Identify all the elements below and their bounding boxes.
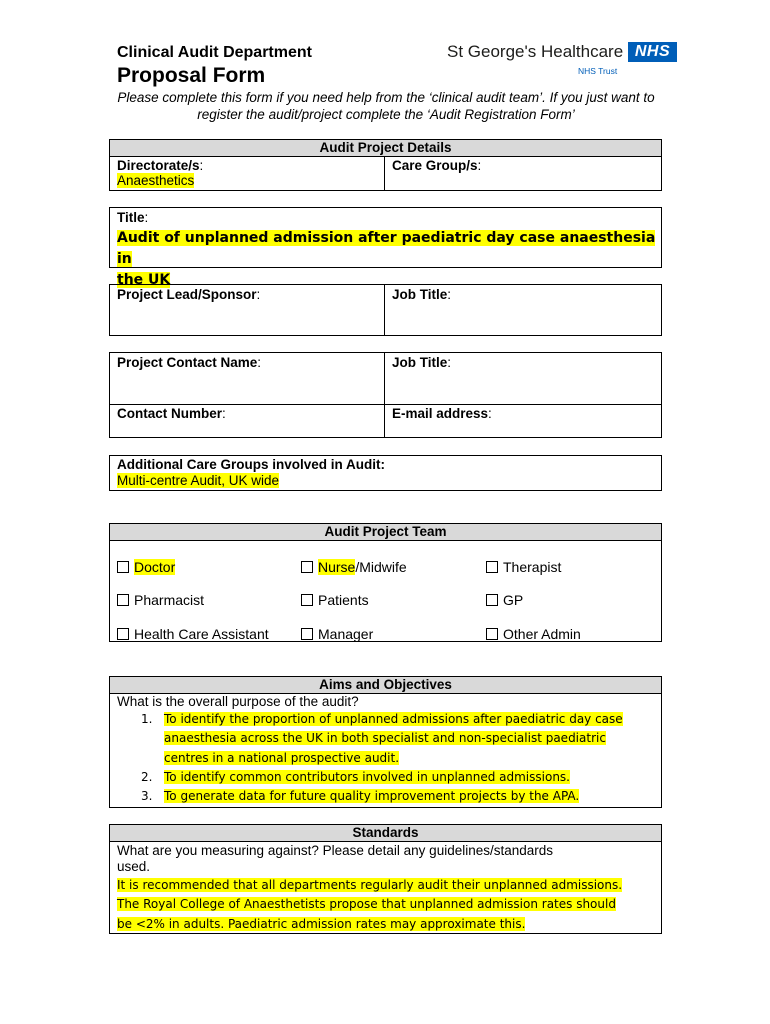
department-name: Clinical Audit Department [117, 44, 312, 61]
checkbox-gp[interactable] [486, 592, 523, 608]
additional-field[interactable] [117, 457, 385, 489]
email-field[interactable]: E-mail address: [392, 406, 492, 421]
directorate-field[interactable]: Directorate/s: Anaesthetics [117, 158, 204, 188]
checkbox-box[interactable] [301, 594, 313, 606]
checkbox-therapist-label: Therapist [503, 559, 562, 575]
checkbox-other-admin-label: Other Admin [503, 626, 581, 642]
checkbox-box[interactable] [117, 628, 129, 640]
checkbox-box[interactable] [301, 561, 313, 573]
checkbox-therapist[interactable] [486, 559, 561, 575]
contact-name-label: Project Contact Name [117, 355, 258, 370]
aims-item: 3. To generate data for future quality improvement projects by the APA. [141, 789, 580, 804]
standards-heading: Standards [110, 825, 661, 842]
checkbox-midwife-label: /Midwife [355, 559, 407, 575]
contact-job-title-label: Job Title [392, 355, 448, 370]
checkbox-box[interactable] [486, 561, 498, 573]
standards-answer[interactable]: It is recommended that all departments regularly audit their unplanned admissions. The Royal College of Anaesthetists propose that unplanned admission rates should be <2% in adults. Paediatric admission rates may approximate this. [117, 878, 623, 931]
checkbox-box[interactable] [301, 628, 313, 640]
contact-section [109, 352, 662, 438]
checkbox-box[interactable] [117, 594, 129, 606]
additional-value: Multi-centre Audit, UK wide [117, 473, 280, 488]
lead-section [109, 284, 662, 336]
aims-question: What is the overall purpose of the audit? [117, 694, 359, 709]
checkbox-doctor[interactable] [117, 559, 175, 575]
directorate-value[interactable]: Anaesthetics [117, 173, 195, 188]
aims-section [109, 676, 662, 808]
team-heading: Audit Project Team [110, 524, 661, 541]
checkbox-doctor-label: Doctor [134, 559, 176, 575]
title-section: Title: Audit of unplanned admission after paediatric day case anaesthesia in the UK [109, 207, 662, 268]
checkbox-box[interactable] [486, 628, 498, 640]
contact-name-field[interactable]: Project Contact Name: [117, 355, 262, 370]
aims-answer[interactable] [117, 710, 657, 806]
checkbox-box[interactable] [486, 594, 498, 606]
contact-number-label: Contact Number [117, 406, 223, 421]
additional-label: Additional Care Groups involved in Audit: [117, 457, 386, 472]
checkbox-nurse[interactable] [301, 559, 407, 575]
lead-job-title-label: Job Title [392, 287, 448, 302]
title-label: Title [117, 210, 145, 225]
checkbox-hca[interactable] [117, 626, 269, 642]
nhs-logo: NHS [628, 42, 677, 62]
care-group-label: Care Group/s [392, 158, 478, 173]
form-title: Proposal Form [117, 64, 266, 87]
lead-field[interactable]: Project Lead/Sponsor: [117, 287, 261, 302]
aims-item: 2. To identify common contributors involved in unplanned admissions. [141, 769, 570, 784]
aims-heading: Aims and Objectives [110, 677, 661, 694]
team-section [109, 523, 662, 642]
standards-question: What are you measuring against? Please detail any guidelines/standards used. [117, 843, 554, 874]
checkbox-gp-label: GP [503, 592, 524, 608]
trust-name: NHS Trust [578, 66, 618, 76]
details-section [109, 139, 662, 191]
checkbox-pharmacist-label: Pharmacist [134, 592, 205, 608]
checkbox-nurse-label: Nurse [318, 559, 356, 575]
checkbox-patients[interactable] [301, 592, 369, 608]
checkbox-box[interactable] [117, 561, 129, 573]
title-value[interactable] [117, 227, 661, 290]
standards-section [109, 824, 662, 934]
checkbox-other-admin[interactable] [486, 626, 581, 642]
care-group-field[interactable]: Care Group/s: [392, 158, 482, 173]
intro-text: Please complete this form if you need help from the ‘clinical audit team’. If you just want to register the audit/project complete the ‘Audit Registration Form’ [117, 90, 655, 122]
lead-label: Project Lead/Sponsor [117, 287, 257, 302]
checkbox-manager-label: Manager [318, 626, 374, 642]
organisation-name: St George's Healthcare [447, 42, 624, 61]
checkbox-pharmacist[interactable] [117, 592, 204, 608]
directorate-label: Directorate/s [117, 158, 200, 173]
checkbox-patients-label: Patients [318, 592, 369, 608]
title-value-line1: Audit of unplanned admission after paediatric day case anaesthesia in [117, 230, 656, 267]
additional-section [109, 455, 662, 491]
lead-job-title-field[interactable]: Job Title: [392, 287, 452, 302]
aims-item: 1. To identify the proportion of unplanned admissions after paediatric day case anaesthesia across the UK in both specialist and non-specialist paediatric centres in a national prospective audit. [141, 712, 623, 765]
email-label: E-mail address [392, 406, 489, 421]
checkbox-manager[interactable] [301, 626, 373, 642]
details-heading: Audit Project Details [110, 140, 661, 157]
checkbox-hca-label: Health Care Assistant [134, 626, 269, 642]
title-value-line2: the UK [117, 272, 171, 288]
contact-job-title-field[interactable]: Job Title: [392, 355, 452, 370]
contact-number-field[interactable]: Contact Number: [117, 406, 226, 421]
